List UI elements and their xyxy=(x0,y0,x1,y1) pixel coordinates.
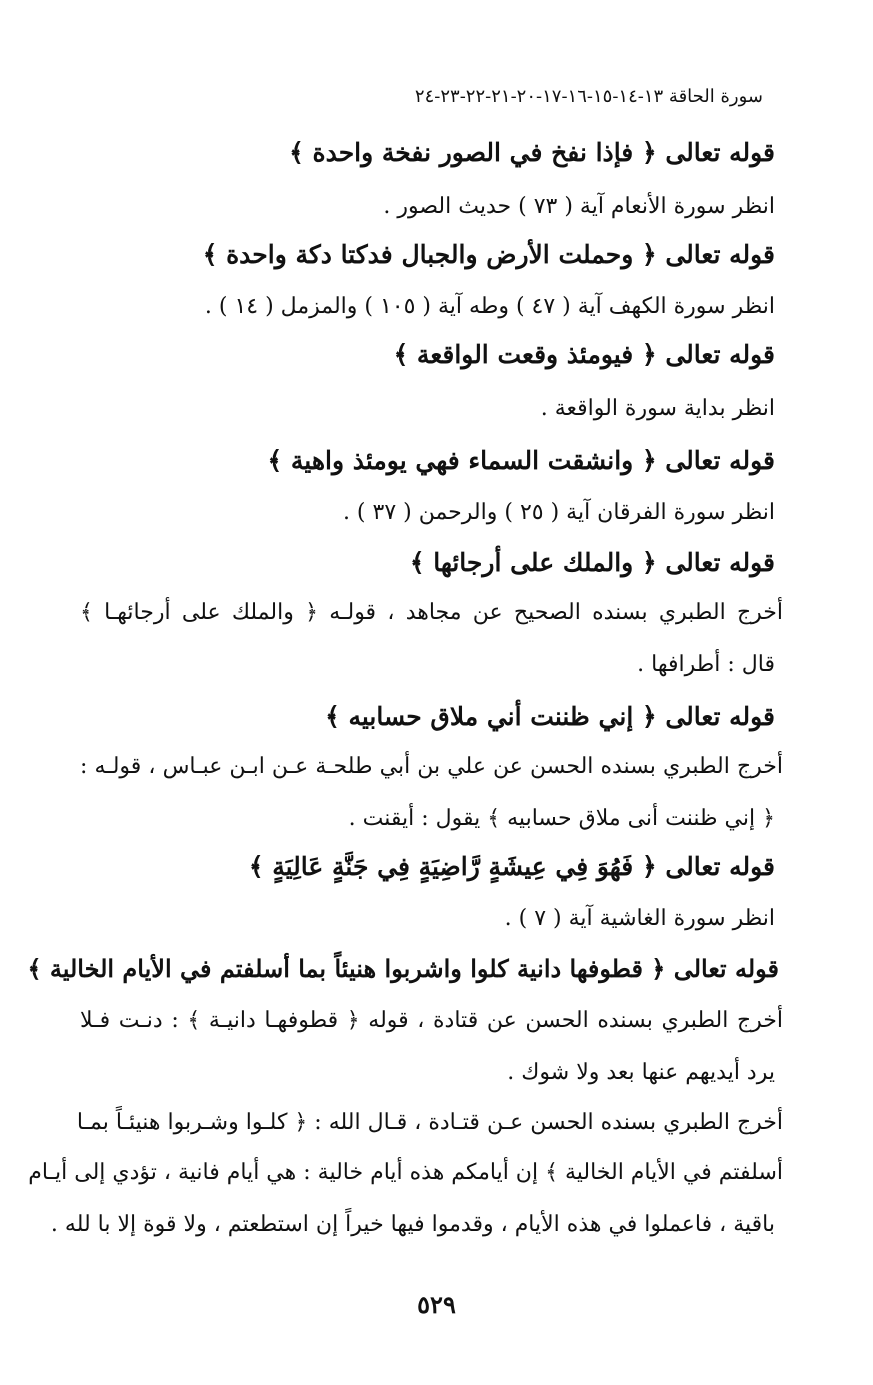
body-line: باقية ، فاعملوا في هذه الأيام ، وقدموا فيها خيراً إن استطعتم ، ولا قوة إلا با لله . xyxy=(50,1212,775,1237)
heading-line: قوله تعالى ﴿ إني ظننت أني ملاق حسابيه ﴾ xyxy=(325,702,775,731)
page-number: ٥٢٩ xyxy=(417,1290,456,1319)
heading-line: قوله تعالى ﴿ فَهُوَ فِي عِيشَةٍ رَّاضِيَةٍ فِي جَنَّةٍ عَالِيَةٍ ﴾ xyxy=(248,852,775,881)
heading-line: قوله تعالى ﴿ قطوفها دانية كلوا واشربوا هنيئاً بما أسلفتم في الأيام الخالية ﴾ xyxy=(27,954,779,983)
body-line: انظر سورة الكهف آية ( ٤٧ ) وطه آية ( ١٠٥ ) والمزمل ( ١٤ ) . xyxy=(204,294,775,319)
body-line: انظر سورة الفرقان آية ( ٢٥ ) والرحمن ( ٣٧ ) . xyxy=(342,500,775,525)
heading-line: قوله تعالى ﴿ والملك على أرجائها ﴾ xyxy=(409,548,775,577)
heading-line: قوله تعالى ﴿ وحملت الأرض والجبال فدكتا دكة واحدة ﴾ xyxy=(202,240,775,269)
body-line: انظر بداية سورة الواقعة . xyxy=(540,396,775,421)
body-line: ﴿ إني ظننت أنى ملاق حسابيه ﴾ يقول : أيقنت . xyxy=(348,806,775,831)
body-line: أخرج الطبري بسنده الحسن عن قتادة ، قوله ﴿ قطوفهـا دانيـة ﴾ : دنـت فـلا xyxy=(80,1008,783,1033)
body-line: انظر سورة الأنعام آية ( ٧٣ ) حديث الصور . xyxy=(383,194,775,219)
heading-line: قوله تعالى ﴿ فيومئذ وقعت الواقعة ﴾ xyxy=(393,340,775,369)
body-line: أسلفتم في الأيام الخالية ﴾ إن أيامكم هذه أيام خالية : هي أيام فانية ، تؤدي إلى أيـام xyxy=(28,1160,783,1185)
heading-line: قوله تعالى ﴿ وانشقت السماء فهي يومئذ واهية ﴾ xyxy=(267,446,775,475)
body-line: أخرج الطبري بسنده الحسن عن علي بن أبي طلحـة عـن ابـن عبـاس ، قولـه : xyxy=(80,754,783,779)
body-line: انظر سورة الغاشية آية ( ٧ ) . xyxy=(504,906,775,931)
body-line: أخرج الطبري بسنده الصحيح عن مجاهد ، قولـه ﴿ والملك على أرجائهـا ﴾ xyxy=(80,600,783,625)
body-line: يرد أيديهم عنها بعد ولا شوك . xyxy=(507,1060,775,1085)
body-line: قال : أطرافها . xyxy=(637,652,775,677)
running-header: سورة الحاقة ١٣-١٤-١٥-١٦-١٧-٢٠-٢١-٢٢-٢٣-٢٤ xyxy=(414,86,763,107)
body-line: أخرج الطبري بسنده الحسن عـن قتـادة ، قـال الله : ﴿ كلـوا وشـربوا هنيئـاً بمـا xyxy=(76,1110,783,1135)
heading-line: قوله تعالى ﴿ فإذا نفخ في الصور نفخة واحدة ﴾ xyxy=(289,138,775,167)
